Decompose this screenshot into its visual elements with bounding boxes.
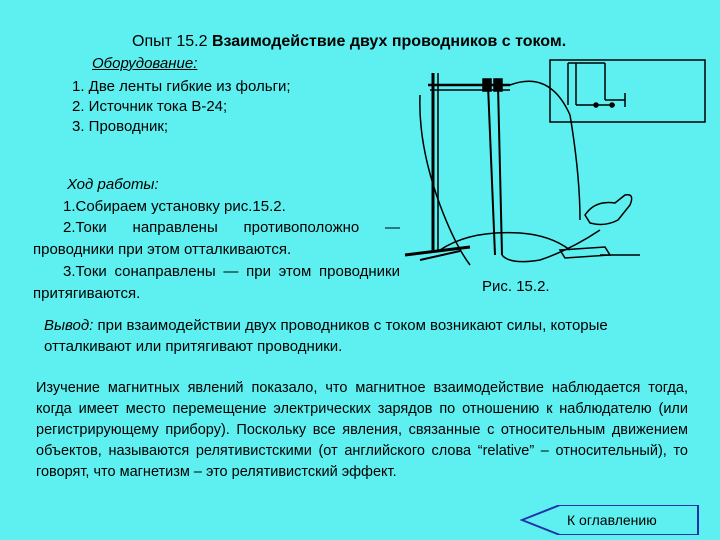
procedure-step [33, 217, 400, 261]
equipment-item: 2. Источник тока В-24; [72, 98, 228, 115]
equipment-heading: Оборудование: [92, 55, 198, 72]
experiment-number: Опыт 15.2 [132, 33, 212, 50]
procedure-step-text: 3.Токи сонаправлены — при этом проводники притягиваются. [33, 263, 400, 302]
stand-drawing [405, 73, 600, 265]
procedure-step [33, 196, 400, 218]
explanation-paragraph: Изучение магнитных явлений показало, что магнитное взаимодействие наблюдается тогда, когда имеет место перемещение электрических зарядов по отношению к наблюдателю (или регистрирующему прибору). Поскольку все явления, связанные с относительным движением объектов, называются релятивистскими (от английского слова “relative” – относительный), то говорят, что магнетизм – это релятивистский эффект. [36, 380, 688, 480]
procedure-step [33, 261, 400, 305]
equipment-item: 1. Две ленты гибкие из фольги; [72, 78, 291, 95]
conclusion-label: Вывод: [44, 317, 94, 334]
procedure-step-text: 2.Токи направлены противоположно — проводники при этом отталкиваются. [33, 219, 400, 258]
equipment-item: 3. Проводник; [72, 118, 169, 135]
apparatus-figure [400, 55, 710, 280]
procedure-heading: Ход работы: [67, 176, 159, 193]
toc-button-label: К оглавлению [567, 512, 657, 528]
procedure-step-text: 1.Собираем установку рис.15.2. [63, 198, 286, 215]
circuit-schematic [550, 60, 705, 122]
experiment-title: Взаимодействие двух проводников с током. [211, 33, 567, 50]
conclusion-text: при взаимодействии двух проводников с током возникают силы, которые отталкивают или притягивают проводники. [44, 317, 608, 355]
figure-caption: Рис. 15.2. [482, 278, 550, 295]
conclusion [44, 315, 664, 357]
slide-title [132, 33, 566, 51]
table-of-contents-button[interactable] [520, 505, 700, 535]
